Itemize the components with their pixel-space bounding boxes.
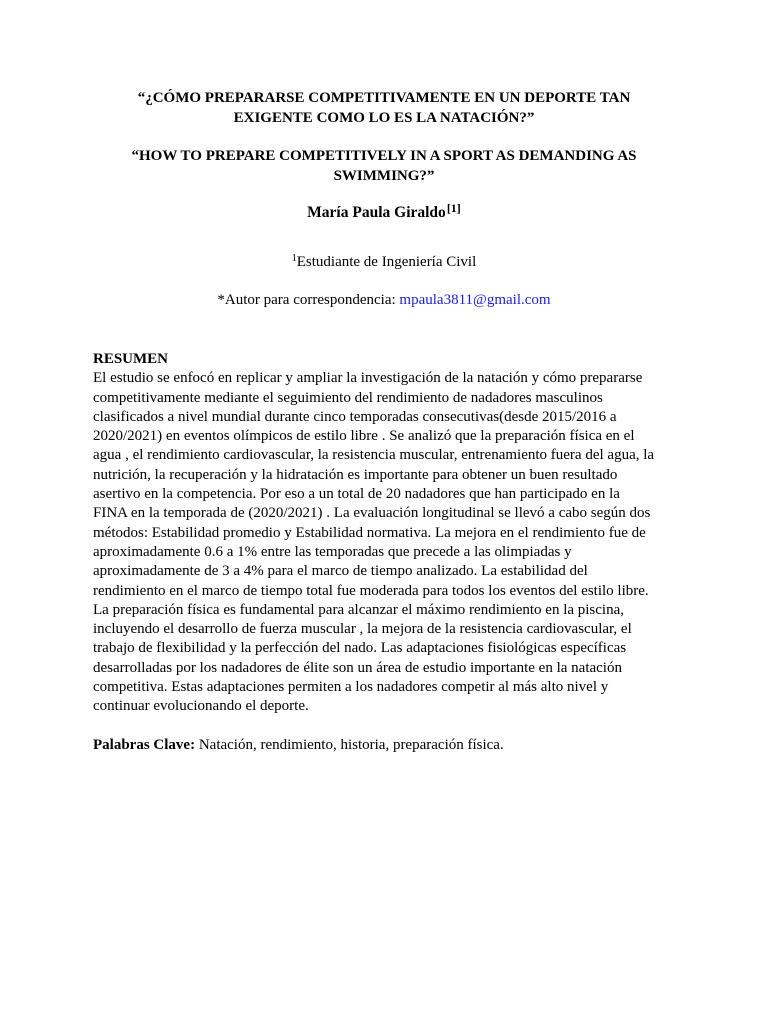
correspondence-label: *Autor para correspondencia: [217, 292, 400, 308]
author-name: María Paula Giraldo [307, 204, 446, 221]
title-english-text: “HOW TO PREPARE COMPETITIVELY IN A SPORT AS DEMANDING AS SWIMMING?” [131, 148, 637, 184]
title-spanish-text: “¿CÓMO PREPARARSE COMPETITIVAMENTE EN UN DEPORTE TAN EXIGENTE COMO LO ES LA NATACIÓN?” [137, 90, 631, 126]
keywords-label: Palabras Clave: [93, 737, 196, 753]
title-english [0, 146, 768, 186]
abstract-section [93, 350, 683, 717]
correspondence-email-link[interactable]: mpaula3811@gmail.com [399, 292, 551, 308]
abstract-body: El estudio se enfocó en replicar y ampliar la investigación de la natación y cómo prepararse competitivamente mediante el seguimiento del rendimiento de nadadores masculinos clasificados a nivel mundial durante cinco temporadas consecutivas(desde 2015/2016 a 2020/2021) en eventos olímpicos de estilo libre . Se analizó que la preparación física en el agua , el rendimiento cardiovascular, la resistencia muscular, entrenamiento fuera del agua, la nutrición, la recuperación y la hidratación es importante para obtener un buen resultado asertivo en la competencia. Por eso a un total de 20 nadadores que han participado en la FINA en la temporada de (2020/2021) . La evaluación longitudinal se llevó a cabo según dos métodos: Estabilidad promedio y Estabilidad normativa. La mejora en el rendimiento fue de aproximadamente 0.6 a 1% entre las temporadas que precede a las olimpiadas y aproximadamente de 3 a 4% para el marco de tiempo analizado. La estabilidad del rendimiento en el marco de tiempo total fue moderada para todos los eventos del estilo libre. La preparación física es fundamental para alcanzar el máximo rendimiento en la piscina, incluyendo el desarrollo de fuerza muscular , la mejora de la resistencia cardiovascular, el trabajo de flexibilidad y la perfección del nado. Las adaptaciones fisiológicas específicas desarrolladas por los nadadores de élite son un área de estudio importante en la natación competitiva. Estas adaptaciones permiten a los nadadores competir al más alto nivel y continuar evolucionando el deporte. [93, 370, 655, 715]
affiliation-text: Estudiante de Ingeniería Civil [296, 254, 477, 270]
author-line [0, 201, 768, 222]
author-reference: [1] [446, 201, 461, 215]
title-spanish [0, 88, 768, 128]
affiliation-line [0, 254, 768, 271]
abstract-heading: RESUMEN [93, 351, 169, 367]
keywords-text: Natación, rendimiento, historia, preparación física. [195, 737, 504, 753]
correspondence-line [0, 292, 768, 309]
keywords-line [93, 737, 683, 754]
affiliation-mark: 1 [291, 253, 297, 264]
